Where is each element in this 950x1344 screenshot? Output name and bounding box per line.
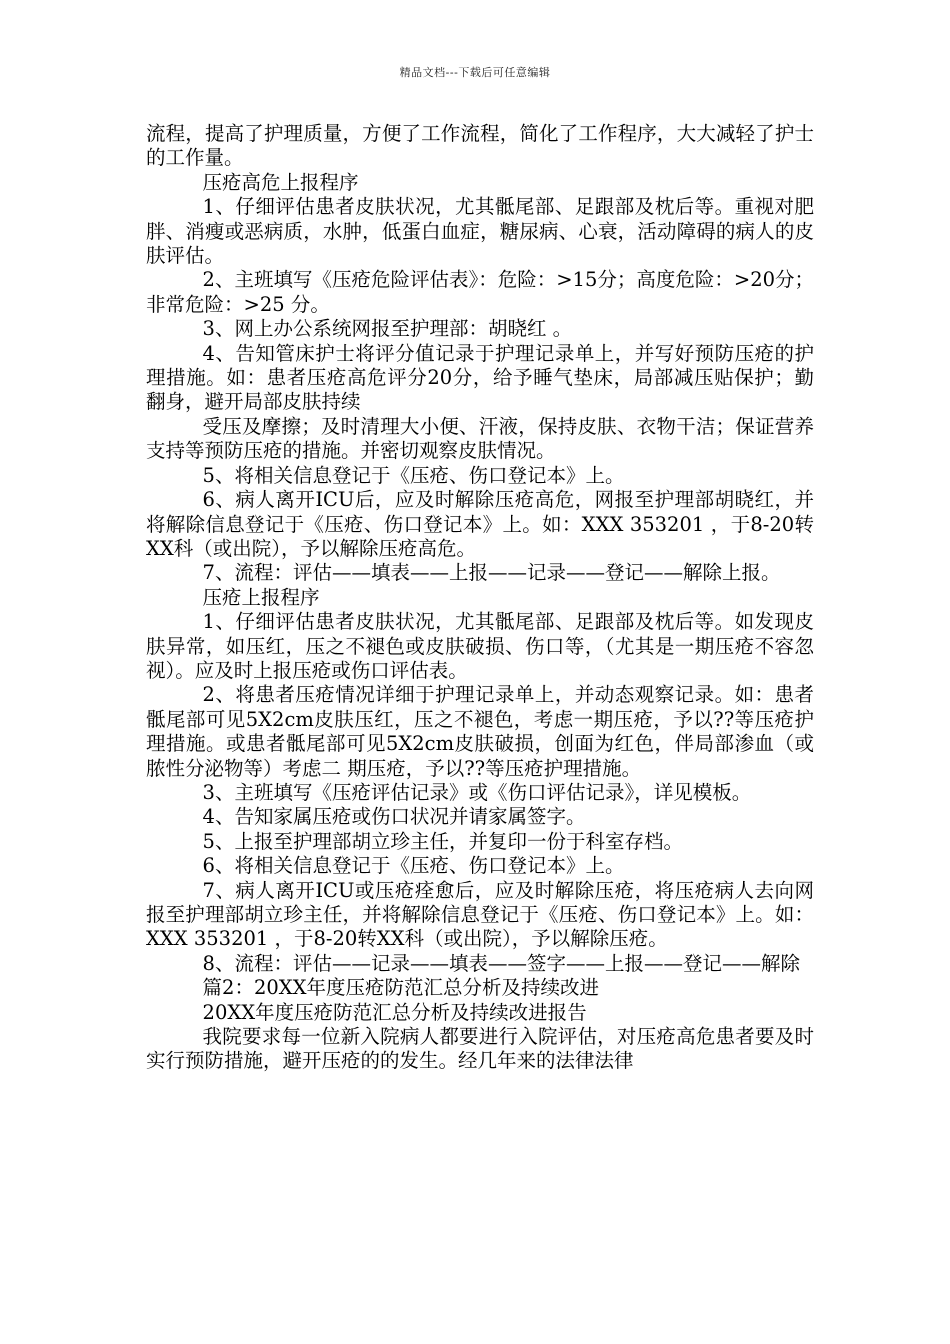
paragraph: 流程，提高了护理质量，方便了工作流程，简化了工作程序，大大减轻了护士的工作量。 — [146, 122, 814, 170]
section-heading: 压疮上报程序 — [202, 585, 320, 609]
paragraph: 8、流程：评估——记录——填表——签字——上报——登记——解除 — [202, 951, 800, 975]
paragraph: 3、主班填写《压疮评估记录》或《伤口评估记录》，详见模板。 — [202, 780, 752, 804]
paragraph: 3、网上办公系统网报至护理部：胡晓红 。 — [202, 317, 573, 341]
paragraph: 5、将相关信息登记于《压疮、伤口登记本》上。 — [202, 463, 625, 487]
paragraph: 6、病人离开ICU后，应及时解除压疮高危，网报至护理部胡晓红，并将解除信息登记于《压疮、伤口登记本》上。如：XXX 353201 ，于8-20转XX科（或出院），予以解除压疮高危。 — [146, 488, 814, 560]
document-body — [146, 122, 814, 1074]
paragraph: 6、将相关信息登记于《压疮、伤口登记本》上。 — [202, 854, 625, 878]
page-header: 精品文档---下载后可任意编辑 — [399, 66, 551, 79]
paragraph: 1、仔细评估患者皮肤状况，尤其骶尾部、足跟部及枕后等。重视对肥胖、消瘦或恶病质，水肿，低蛋白血症，糖尿病、心衰，活动障碍的病人的皮肤评估。 — [146, 195, 814, 268]
paragraph: 4、告知管床护士将评分值记录于护理记录单上，并写好预防压疮的护理措施。如：患者压疮高危评分20分，给予睡气垫床，局部减压贴保护；勤翻身，避开局部皮肤持续 — [146, 341, 814, 414]
paragraph: 2、主班填写《压疮危险评估表》：危险：>15分；高度危险：>20分；非常危险：>25 分。 — [146, 268, 815, 316]
section-heading: 篇2：20XX年度压疮防范汇总分析及持续改进 — [202, 976, 600, 1000]
paragraph: 7、病人离开ICU或压疮痊愈后，应及时解除压疮，将压疮病人去向网报至护理部胡立珍主任，并将解除信息登记于《压疮、伤口登记本》上。如：XXX 353201 ，于8-20转XX科（或出院），予以解除压疮。 — [146, 878, 814, 951]
section-heading: 压疮高危上报程序 — [202, 170, 359, 194]
section-heading: 20XX年度压疮防范汇总分析及持续改进报告 — [202, 1000, 587, 1024]
paragraph: 7、流程：评估——填表——上报——记录——登记——解除上报。 — [202, 561, 781, 585]
paragraph: 5、上报至护理部胡立珍主任，并复印一份于科室存档。 — [202, 829, 683, 853]
paragraph: 我院要求每一位新入院病人都要进行入院评估，对压疮高危患者要及时实行预防措施，避开压疮的的发生。经几年来的法律法律 — [146, 1025, 814, 1073]
paragraph: 受压及摩擦；及时清理大小便、汗液，保持皮肤、衣物干洁；保证营养支持等预防压疮的措施。并密切观察皮肤情况。 — [146, 414, 814, 463]
paragraph: 4、告知家属压疮或伤口状况并请家属签字。 — [202, 805, 586, 829]
paragraph: 1、仔细评估患者皮肤状况，尤其骶尾部、足跟部及枕后等。如发现皮肤异常，如压红，压之不褪色或皮肤破损、伤口等，（尤其是一期压疮不容忽视）。应及时上报压疮或伤口评估表。 — [146, 610, 814, 682]
paragraph: 2、将患者压疮情况详细于护理记录单上，并动态观察记录。如：患者骶尾部可见5X2cm皮肤压红，压之不褪色，考虑一期压疮，予以??等压疮护理措施。或患者骶尾部可见5X2cm皮肤破损，创面为红色，伴局部渗血（或脓性分泌物等）考虑二 期压疮，予以??等压疮护理措施。 — [146, 683, 814, 780]
